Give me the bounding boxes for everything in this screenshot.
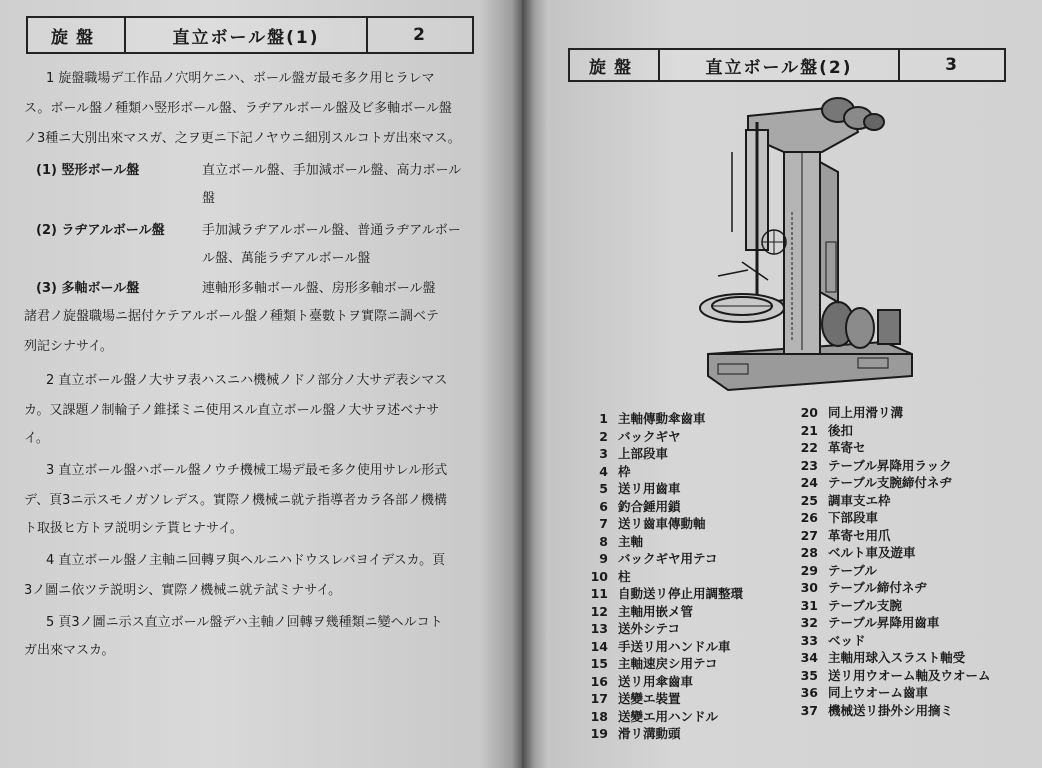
part-item: 28 ベルト車及遊車 (800, 545, 916, 560)
part-item: 36 同上ウオーム齒車 (800, 685, 929, 700)
part-item: 12 主軸用嵌メ管 (590, 603, 694, 619)
parts-list-left (582, 410, 743, 743)
page-header-left (26, 16, 474, 54)
part-item: 16 送リ用傘齒車 (590, 673, 694, 689)
part-item: 34 主軸用球入スラスト軸受 (800, 650, 966, 665)
header-title: 直立ボール盤(2) (660, 50, 900, 80)
part-item: 3 上部段車 (599, 446, 669, 461)
part-item: 5 送リ用齒車 (599, 481, 681, 496)
category-1-label: (1) 竪形ボール盤 (36, 163, 140, 178)
text-line: 盤 (202, 191, 216, 206)
part-item: 14 手送リ用ハンドル車 (590, 638, 731, 654)
part-item: 17 送變エ裝置 (590, 691, 681, 706)
category-2-items: 手加減ラヂアルボール盤、普通ラヂアルボー (202, 223, 461, 238)
text-line: ス。ボール盤ノ種類ハ竪形ボール盤、ラヂアルボール盤及ビ多軸ボール盤 (24, 101, 452, 116)
text-line: 諸君ノ旋盤職場ニ据付ケテアルボール盤ノ種類ト臺數トヲ實際ニ調ベテ (24, 309, 439, 324)
drilling-machine-illustration (688, 92, 918, 392)
category-3-label: (3) 多軸ボール盤 (36, 281, 140, 296)
category-1-items: 直立ボール盤、手加減ボール盤、高力ボール (202, 163, 462, 178)
part-item: 30 テーブル締付ネヂ (800, 580, 927, 595)
part-item: 26 下部段車 (800, 510, 879, 525)
part-item: 25 調車支エ枠 (800, 492, 891, 508)
part-item: 15 主軸速戻シ用テコ (590, 656, 718, 671)
header-title: 直立ボール盤(1) (126, 18, 368, 52)
text-line: ト取扱ヒ方トヲ説明シテ貰ヒナサイ。 (24, 521, 243, 536)
part-item: 2 バックギヤ (599, 428, 681, 444)
part-item: 29 テーブル (800, 562, 877, 578)
part-item: 24 テーブル支腕締付ネヂ (800, 475, 952, 490)
part-item: 37 機械送リ掛外シ用摘ミ (800, 702, 954, 718)
part-item: 19 滑リ溝動頭 (590, 726, 681, 741)
part-item: 21 後扣 (800, 422, 854, 438)
category-2-label: (2) ラヂアルボール盤 (36, 223, 165, 238)
header-category: 旋盤 (28, 18, 126, 52)
part-item: 10 柱 (590, 568, 631, 584)
text-line: ノ3種ニ大別出來マスガ、之ヲ更ニ下記ノヤウニ細別スルコトガ出來マス。 (24, 131, 461, 146)
text-line: 2 直立ボール盤ノ大サヲ表ハスニハ機械ノドノ部分ノ大サデ表シマス (46, 373, 448, 388)
book-gutter (512, 0, 534, 768)
text-line: 4 直立ボール盤ノ主軸ニ回轉ヲ與ヘルニハドウスレバヨイデスカ。頁 (46, 553, 446, 568)
part-item: 27 革寄セ用爪 (800, 527, 891, 543)
part-item: 13 送外シテコ (590, 621, 681, 636)
text-line: 3 直立ボール盤ハボール盤ノウチ機械工場デ最モ多ク使用サレル形式 (46, 463, 448, 478)
header-category: 旋盤 (570, 50, 660, 80)
part-item: 23 テーブル昇降用ラック (800, 457, 952, 473)
part-item: 7 送リ齒車傳動軸 (599, 516, 706, 531)
text-line: デ、頁3ニ示スモノガソレデス。實際ノ機械ニ就テ指導者カラ各部ノ機構 (24, 493, 447, 508)
page-header-right (568, 48, 1006, 82)
part-item: 32 テーブル昇降用齒車 (800, 615, 940, 630)
part-item: 35 送リ用ウオーム軸及ウオーム (800, 667, 991, 683)
part-item: 4 枠 (599, 463, 631, 479)
header-page-number: 2 (413, 25, 427, 45)
part-item: 11 自動送リ停止用調整環 (590, 586, 744, 601)
text-line: 3ノ圖ニ依ツテ説明シ、實際ノ機械ニ就テ試ミナサイ。 (24, 583, 342, 598)
parts-list-right (792, 404, 991, 719)
header-page-number: 3 (945, 55, 959, 75)
text-line: ガ出來マスカ。 (24, 643, 115, 658)
text-line: 1 旋盤職場デ工作品ノ穴明ケニハ、ボール盤ガ最モ多ク用ヒラレマ (46, 71, 435, 86)
part-item: 9 バックギヤ用テコ (599, 551, 718, 566)
part-item: 1 主軸傳動傘齒車 (599, 411, 706, 426)
text-line: ル盤、萬能ラヂアルボール盤 (202, 251, 371, 266)
text-line: カ。又課題ノ制輪子ノ錐揉ミニ使用スル直立ボール盤ノ大サヲ述ベナサ (24, 403, 440, 418)
text-line: イ。 (24, 431, 49, 446)
text-line: 5 頁3ノ圖ニ示ス直立ボール盤デハ主軸ノ回轉ヲ幾種類ニ變ヘルコト (46, 615, 443, 630)
category-3-items: 連軸形多軸ボール盤、房形多軸ボール盤 (202, 281, 436, 296)
part-item: 20 同上用滑リ溝 (800, 405, 904, 420)
part-item: 18 送變エ用ハンドル (590, 708, 719, 724)
text-line: 列記シナサイ。 (24, 339, 113, 354)
part-item: 8 主軸 (599, 533, 644, 549)
part-item: 33 ベッド (800, 632, 866, 648)
part-item: 31 テーブル支腕 (800, 597, 902, 613)
right-page (522, 0, 1042, 768)
part-item: 6 釣合錘用鎖 (599, 498, 681, 514)
part-item: 22 革寄セ (800, 440, 866, 455)
